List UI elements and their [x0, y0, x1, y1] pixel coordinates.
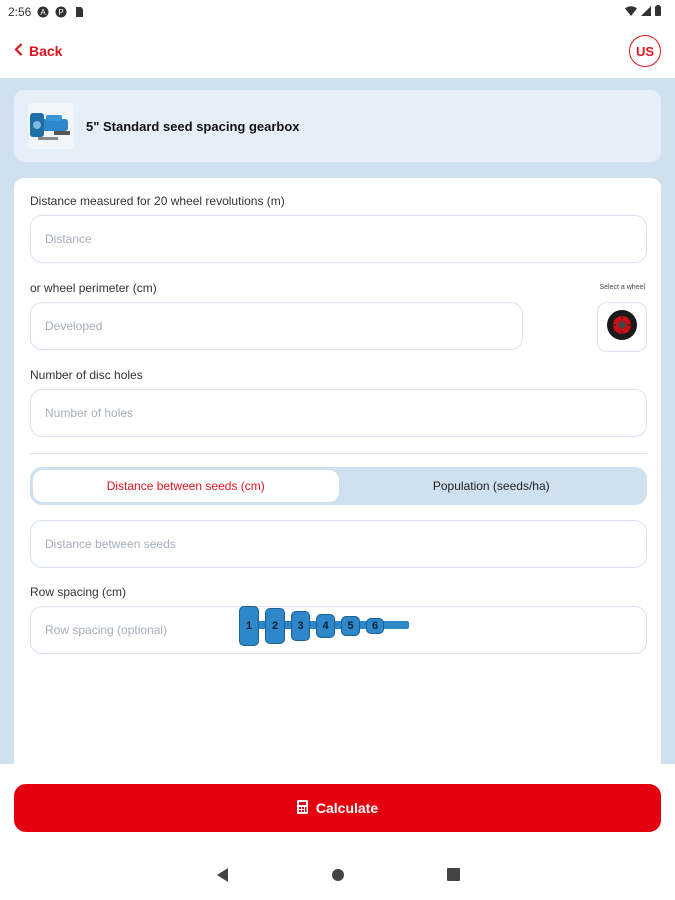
- gear-2[interactable]: 2: [265, 608, 285, 644]
- distance-field[interactable]: [30, 215, 647, 263]
- back-label: Back: [29, 43, 63, 59]
- product-title: 5" Standard seed spacing gearbox: [86, 118, 300, 134]
- disc-holes-field[interactable]: [30, 389, 647, 437]
- product-card: [14, 90, 661, 162]
- circle-home-icon: [331, 868, 345, 887]
- tab-distance-between-seeds[interactable]: Distance between seeds (cm): [33, 470, 339, 502]
- disc-holes-input[interactable]: [45, 406, 632, 420]
- chevron-left-icon: [14, 43, 23, 59]
- app-p-icon: [55, 6, 67, 18]
- gear-selector: [239, 606, 390, 646]
- square-recents-icon: [447, 868, 460, 886]
- app-bar: [0, 24, 675, 78]
- mode-toggle: [30, 467, 647, 505]
- app-a-icon: [37, 6, 49, 18]
- seed-distance-field[interactable]: [30, 520, 647, 568]
- perimeter-field[interactable]: [30, 302, 523, 350]
- seed-distance-input[interactable]: [45, 537, 632, 551]
- battery-icon: [655, 5, 661, 19]
- distance-label: Distance measured for 20 wheel revolutions (m): [30, 194, 285, 208]
- system-nav-bar: [0, 854, 675, 900]
- gear-3[interactable]: 3: [291, 611, 310, 641]
- nav-home-button[interactable]: [326, 865, 350, 889]
- language-button[interactable]: US: [629, 35, 661, 67]
- calculator-icon: [297, 800, 308, 817]
- gearbox-image: [28, 103, 74, 149]
- row-spacing-label: Row spacing (cm): [30, 585, 127, 599]
- divider: [30, 453, 647, 454]
- gear-1[interactable]: 1: [239, 606, 259, 646]
- status-time: 2:56: [8, 5, 32, 19]
- content-area: [0, 78, 675, 764]
- status-bar: [0, 0, 675, 24]
- status-right: [625, 5, 661, 19]
- tab-population[interactable]: Population (seeds/ha): [432, 479, 550, 493]
- disc-holes-label: Number of disc holes: [30, 368, 143, 382]
- wifi-icon: [625, 5, 637, 19]
- gear-6[interactable]: 6: [366, 618, 384, 634]
- svg-text:P: P: [58, 8, 65, 17]
- perimeter-label: or wheel perimeter (cm): [30, 281, 157, 295]
- perimeter-input[interactable]: [45, 319, 508, 333]
- distance-input[interactable]: [45, 232, 632, 246]
- calculate-button[interactable]: [14, 784, 661, 832]
- nav-back-button[interactable]: [210, 865, 234, 889]
- signal-icon: [641, 5, 651, 19]
- status-left: [8, 5, 85, 19]
- select-wheel-caption: Select a wheel: [599, 284, 645, 291]
- back-button[interactable]: [14, 43, 62, 59]
- svg-text:A: A: [40, 8, 47, 17]
- calculate-area: [0, 764, 675, 854]
- triangle-back-icon: [215, 867, 229, 888]
- wheel-icon: [605, 308, 639, 347]
- select-wheel-button[interactable]: [597, 302, 647, 352]
- sd-card-icon: [73, 6, 85, 18]
- gear-4[interactable]: 4: [316, 614, 335, 638]
- gear-5[interactable]: 5: [341, 616, 360, 636]
- nav-recents-button[interactable]: [442, 865, 466, 889]
- form-card: [14, 178, 661, 764]
- calculate-label: Calculate: [315, 800, 379, 816]
